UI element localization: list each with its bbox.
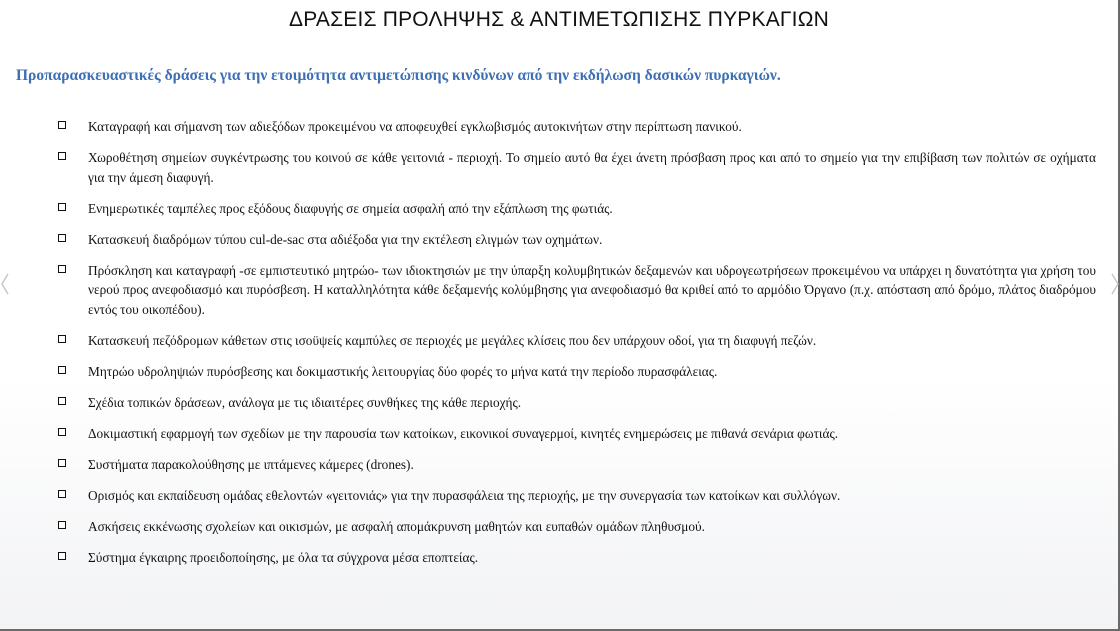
list-item-text: Ασκήσεις εκκένωσης σχολείων και οικισμών, με ασφαλή απομάκρυνση μαθητών και ευπαθών ομάδων πληθυσμού. (88, 518, 705, 534)
checkbox-bullet-icon (58, 366, 66, 374)
list-item (58, 548, 1096, 568)
slide-title: ΔΡΑΣΕΙΣ ΠΡΟΛΗΨΗΣ & ΑΝΤΙΜΕΤΩΠΙΣΗΣ ΠΥΡΚΑΓΙΩΝ (289, 8, 829, 31)
slide-subtitle: Προπαρασκευαστικές δράσεις για την ετοιμότητα αντιμετώπισης κινδύνων από την εκδήλωση δασικών πυρκαγιών. (16, 67, 781, 84)
chevron-left-icon (0, 272, 10, 296)
checkbox-bullet-icon (58, 234, 66, 242)
checkbox-bullet-icon (58, 152, 66, 160)
list-item (58, 424, 1096, 444)
list-item (58, 362, 1096, 382)
bullet-list (58, 117, 1096, 579)
list-item (58, 199, 1096, 219)
checkbox-bullet-icon (58, 490, 66, 498)
list-item-text: Συστήματα παρακολούθησης με ιπτάμενες κάμερες (drones). (88, 456, 414, 472)
list-item-text: Δοκιμαστική εφαρμογή των σχεδίων με την παρουσία των κατοίκων, εικονικοί συναγερμοί, κινητές ενημερώσεις με πιθανά σενάρια φωτιάς. (88, 425, 839, 441)
checkbox-bullet-icon (58, 203, 66, 211)
list-item-text: Κατασκευή διαδρόμων τύπου cul-de-sac στα αδιέξοδα για την εκτέλεση ελιγμών των οχημάτων. (88, 231, 603, 247)
checkbox-bullet-icon (58, 459, 66, 467)
next-slide-button[interactable] (1110, 272, 1120, 296)
list-item-text: Μητρώο υδροληψιών πυρόσβεσης και δοκιμαστικής λειτουργίας δύο φορές το μήνα κατά την περίοδο πυρασφάλειας. (88, 363, 718, 379)
list-item (58, 517, 1096, 537)
list-item-text: Σύστημα έγκαιρης προειδοποίησης, με όλα τα σύγχρονα μέσα εποπτείας. (88, 549, 479, 565)
list-item-text: Ενημερωτικές ταμπέλες προς εξόδους διαφυγής σε σημεία ασφαλή από την εξάπλωση της φωτιάς. (88, 200, 613, 216)
checkbox-bullet-icon (58, 265, 66, 273)
checkbox-bullet-icon (58, 397, 66, 405)
list-item-text: Κατασκευή πεζόδρομων κάθετων στις ισοϋψείς καμπύλες σε περιοχές με μεγάλες κλίσεις που δεν υπάρχουν οδοί, για τη διαφυγή πεζών. (88, 332, 817, 348)
list-item-text: Ορισμός και εκπαίδευση ομάδας εθελοντών «γειτονιάς» για την πυρασφάλεια της περιοχής, με την συνεργασία των κατοίκων και συλλόγων. (88, 487, 841, 503)
previous-slide-button[interactable] (0, 272, 10, 296)
list-item (58, 230, 1096, 250)
checkbox-bullet-icon (58, 521, 66, 529)
checkbox-bullet-icon (58, 428, 66, 436)
list-item (58, 331, 1096, 351)
list-item-text: Καταγραφή και σήμανση των αδιεξόδων προκειμένου να αποφευχθεί εγκλωβισμός αυτοκινήτων στην περίπτωση πανικού. (88, 119, 742, 134)
list-item (58, 393, 1096, 413)
list-item-text: Σχέδια τοπικών δράσεων, ανάλογα με τις ιδιαιτέρες συνθήκες της κάθε περιοχής. (88, 394, 522, 410)
chevron-right-icon (1110, 272, 1120, 296)
list-item (58, 117, 1096, 137)
list-item (58, 455, 1096, 475)
list-item (58, 148, 1096, 187)
list-item (58, 486, 1096, 506)
checkbox-bullet-icon (58, 552, 66, 560)
list-item (58, 261, 1096, 320)
checkbox-bullet-icon (58, 335, 66, 343)
list-item-text: Χωροθέτηση σημείων συγκέντρωσης του κοινού σε κάθε γειτονιά - περιοχή. Το σημείο αυτό θα έχει άνετη πρόσβαση προς και από το σημείο για την επιβίβαση των πολιτών σε οχήματα για την άμεση διαφυγή. (88, 150, 1096, 185)
checkbox-bullet-icon (58, 121, 66, 129)
list-item-text: Πρόσκληση και καταγραφή -σε εμπιστευτικό μητρώο- των ιδιοκτησιών με την ύπαρξη κολυμβητικών δεξαμενών και υδρογεωτρήσεων προκειμένου να υπάρχει η δυνατότητα για χρήση του νερού προς ανεφοδιασμό και πυρόσβεση. Η καταλληλότητα κάθε δεξαμενής κολύμβησης για ανεφοδιασμό θα κριθεί από το αρμόδιο Όργανο (π.χ. απόσταση από δρόμο, πλάτος διαδρόμου εντός του οικοπέδου). (88, 262, 1096, 317)
